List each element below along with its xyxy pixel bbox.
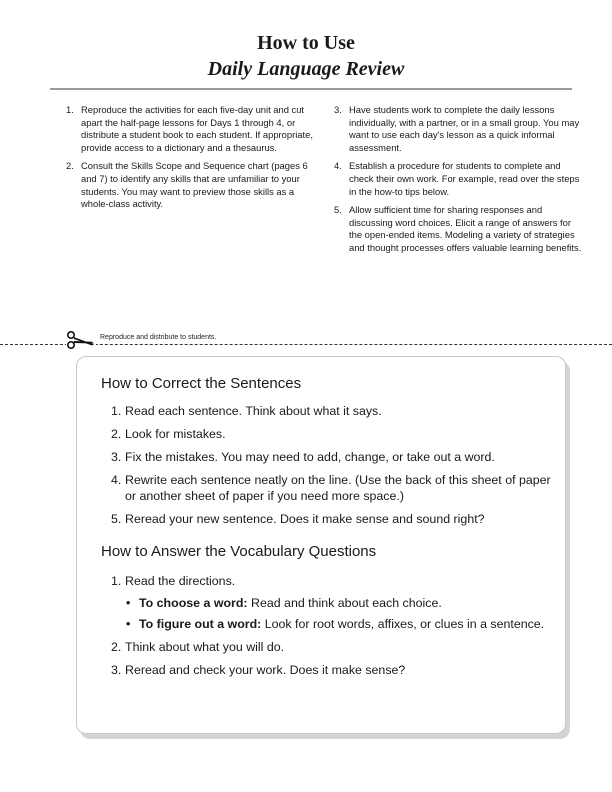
list-item — [111, 511, 551, 527]
instruction-item — [334, 204, 582, 254]
instructions-left-column — [66, 104, 316, 217]
tip-label: To figure out a word: — [139, 617, 262, 631]
instruction-text: Establish a procedure for students to complete and check their own work. For example, read over the steps in the how-to tips below. — [349, 160, 580, 197]
page-header — [0, 30, 612, 82]
correct-sentences-heading: How to Correct the Sentences — [101, 375, 302, 392]
instruction-text: Consult the Skills Scope and Sequence chart (pages 6 and 7) to identify any skills that are unfamiliar to your students. You may want to preview those skills as a whole-class activity. — [81, 160, 308, 210]
step-text: Think about what you will do. — [125, 640, 285, 654]
bullet-item — [125, 616, 551, 632]
list-item — [111, 449, 551, 465]
tip-label: To choose a word: — [139, 596, 248, 610]
step-text: Look for mistakes. — [125, 427, 226, 441]
vocabulary-tips-list — [125, 595, 551, 632]
student-instructions-card — [76, 356, 566, 734]
step-text: Read the directions. — [125, 574, 236, 588]
step-text: Reread your new sentence. Does it make sense and sound right? — [125, 512, 485, 526]
bullet-icon: • — [126, 596, 131, 610]
list-item — [111, 472, 551, 504]
instruction-number: 2. — [66, 160, 74, 172]
list-item — [111, 639, 551, 655]
instruction-number: 1. — [66, 104, 74, 115]
instruction-number: 5. — [334, 204, 342, 216]
instruction-item — [334, 160, 582, 198]
vocabulary-steps-list — [111, 573, 551, 685]
correct-steps-list — [111, 403, 551, 534]
bullet-item — [125, 595, 551, 611]
step-text: Rewrite each sentence neatly on the line. (Use the back of this sheet of paper or another sheet of paper if you need more space.) — [125, 473, 551, 503]
list-item — [111, 662, 551, 678]
step-number: 3. — [111, 450, 122, 464]
instruction-item — [66, 104, 316, 154]
step-number: 1. — [111, 574, 122, 588]
instruction-text: Allow sufficient time for sharing responses and discussing word choices. Elicit a range of answers for the open-ended items. Modeling a variety of strategies and thought processes offers valuable learning benefits. — [349, 204, 582, 253]
instruction-number: 3. — [334, 104, 342, 115]
step-number: 1. — [111, 404, 122, 418]
header-divider — [50, 88, 572, 90]
instruction-number: 4. — [334, 160, 342, 172]
step-number: 5. — [111, 512, 122, 526]
bullet-icon: • — [126, 617, 131, 631]
step-number: 4. — [111, 473, 122, 487]
step-text: Read each sentence. Think about what it says. — [125, 404, 382, 418]
step-number: 3. — [111, 663, 122, 677]
vocabulary-questions-heading: How to Answer the Vocabulary Questions — [101, 543, 377, 560]
step-text: Fix the mistakes. You may need to add, change, or take out a word. — [125, 450, 495, 464]
cut-line-label: Reproduce and distribute to students. — [100, 334, 217, 341]
instruction-text: Have students work to complete the daily lessons individually, with a partner, or in a small group. You may want to use each day's lesson as a quick informal assessment. — [349, 104, 580, 153]
list-item — [111, 426, 551, 442]
list-item — [111, 403, 551, 419]
instructions-right-column — [334, 104, 582, 261]
page-title-line1: How to Use — [257, 32, 355, 54]
instruction-item — [66, 160, 316, 210]
list-item — [111, 573, 551, 632]
cut-line — [0, 330, 612, 350]
step-number: 2. — [111, 640, 122, 654]
instruction-text: Reproduce the activities for each five-day unit and cut apart the half-page lessons for Days 1 through 4, or distribute a student book to each student. If appropriate, provide access to a dictionary and a thesaurus. — [81, 104, 313, 153]
scissors-icon — [66, 330, 96, 350]
step-text: Reread and check your work. Does it make sense? — [125, 663, 406, 677]
page-title-line2: Daily Language Review — [207, 58, 405, 80]
tip-text: Read and think about each choice. — [247, 596, 442, 610]
tip-text: Look for root words, affixes, or clues in a sentence. — [261, 617, 545, 631]
instruction-item — [334, 104, 582, 154]
step-number: 2. — [111, 427, 122, 441]
